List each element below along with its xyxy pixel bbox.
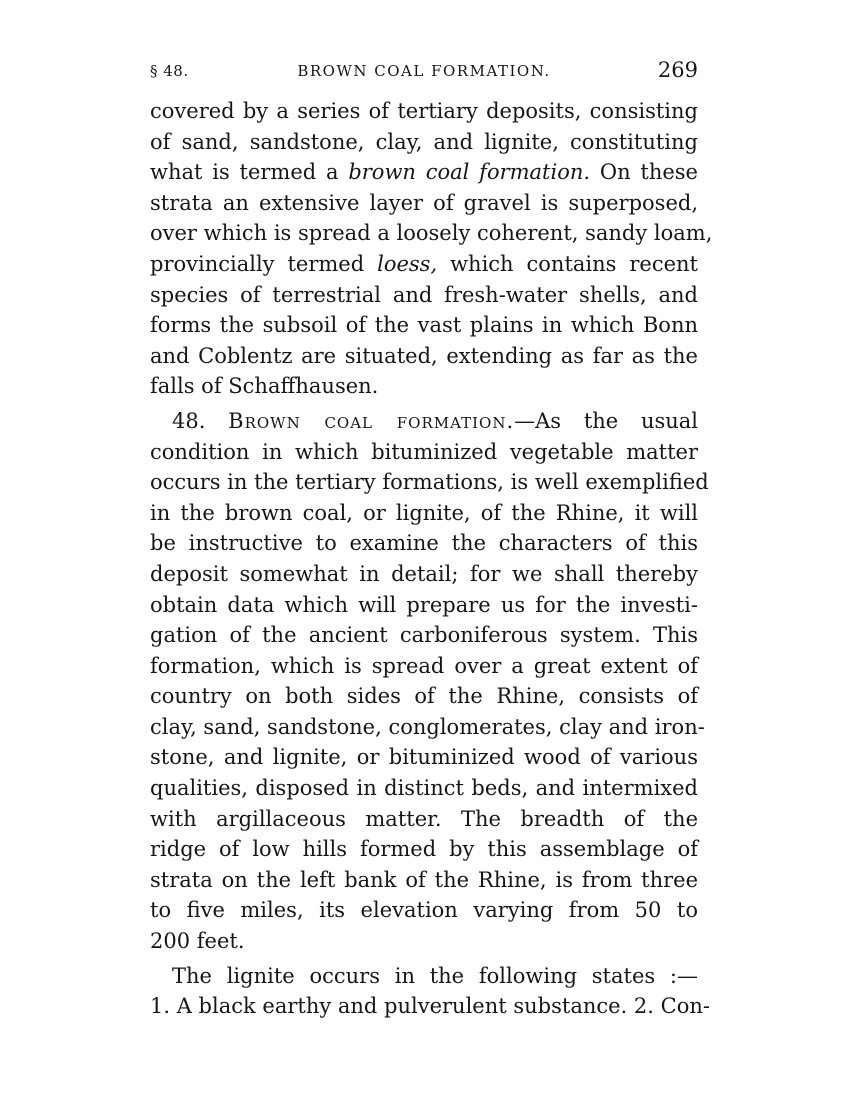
text-line (150, 310, 698, 341)
text-line (150, 865, 698, 896)
text-line (150, 834, 698, 865)
text-run: qualities, disposed in distinct beds, and intermixed (150, 776, 698, 801)
text-line (150, 804, 698, 835)
italic-term: brown coal formation. (348, 160, 591, 185)
text-run: 1. A black earthy and pulverulent substance. 2. Con- (150, 994, 710, 1019)
text-line (150, 127, 698, 158)
italic-term: loess, (377, 251, 438, 276)
text-line (150, 773, 698, 804)
text-run: obtain data which will prepare us for the investi- (150, 592, 698, 617)
paragraph (150, 406, 709, 957)
text-run: 200 feet. (150, 929, 245, 954)
text-run: On these (590, 160, 698, 185)
text-run: and Coblentz are situated, extending as far as the (150, 343, 698, 368)
text-run: strata on the left bank of the Rhine, is from three (150, 867, 698, 892)
text-run: in the brown coal, or lignite, of the Rhine, it will (150, 500, 698, 525)
section-heading: Brown coal formation. (228, 408, 515, 433)
text-line (150, 467, 709, 498)
body-text (150, 96, 713, 1022)
text-run: gation of the ancient carboniferous system. This (150, 623, 698, 648)
text-line (150, 157, 698, 188)
page-number: 269 (657, 58, 698, 82)
text-run: formation, which is spread over a great extent of (150, 653, 698, 678)
text-run: strata an extensive layer of gravel is superposed, (150, 190, 698, 215)
text-line (150, 961, 698, 992)
text-run: ridge of low hills formed by this assemblage of (150, 837, 698, 862)
text-line (150, 280, 698, 311)
text-line (150, 437, 698, 468)
text-line (150, 590, 698, 621)
text-run: over which is spread a loosely coherent, sandy loam, (150, 221, 713, 246)
text-line (150, 895, 698, 926)
text-run: —As the usual (514, 408, 699, 433)
text-run: what is termed a (150, 160, 349, 185)
text-line (150, 218, 713, 249)
text-run: be instructive to examine the characters of this (150, 531, 698, 556)
running-head (150, 58, 698, 82)
text-run: provincially termed (150, 251, 378, 276)
text-line (150, 991, 710, 1022)
text-run: species of terrestrial and fresh-water shells, and (150, 282, 698, 307)
paragraph (150, 96, 713, 402)
section-number: § 48. (150, 62, 189, 80)
text-line (150, 559, 698, 590)
text-run: clay, sand, sandstone, conglomerates, clay and iron- (150, 714, 705, 739)
text-line (150, 406, 698, 437)
text-run: forms the subsoil of the vast plains in which Bonn (150, 313, 698, 338)
text-run: occurs in the tertiary formations, is well exemplified (150, 470, 709, 495)
text-line (150, 498, 698, 529)
text-run: covered by a series of tertiary deposits, consisting (150, 99, 698, 123)
paragraph (150, 961, 710, 1022)
text-line (150, 341, 698, 372)
text-run: falls of Schaffhausen. (150, 374, 379, 399)
text-run: country on both sides of the Rhine, consists of (150, 684, 698, 709)
text-run: to five miles, its elevation varying from 50 to (150, 898, 698, 923)
text-line (150, 742, 698, 773)
text-run: which contains recent (437, 251, 698, 276)
text-run: condition in which bituminized vegetable matter (150, 439, 698, 464)
text-run: of sand, sandstone, clay, and lignite, constituting (150, 129, 698, 154)
text-line (150, 712, 705, 743)
text-line (150, 96, 698, 127)
text-line (150, 249, 698, 280)
text-line (150, 620, 698, 651)
text-run: with argillaceous matter. The breadth of the (150, 806, 698, 831)
text-line (150, 926, 698, 957)
text-line (150, 528, 698, 559)
text-run: 48. (172, 408, 229, 433)
text-line (150, 371, 698, 402)
text-line (150, 188, 698, 219)
text-run: stone, and lignite, or bituminized wood of various (150, 745, 698, 770)
chapter-title: BROWN COAL FORMATION. (297, 62, 551, 80)
text-run: The lignite occurs in the following states :— (172, 963, 698, 988)
text-line (150, 681, 698, 712)
text-run: deposit somewhat in detail; for we shall thereby (150, 561, 698, 586)
text-line (150, 651, 698, 682)
book-page (150, 0, 713, 1100)
